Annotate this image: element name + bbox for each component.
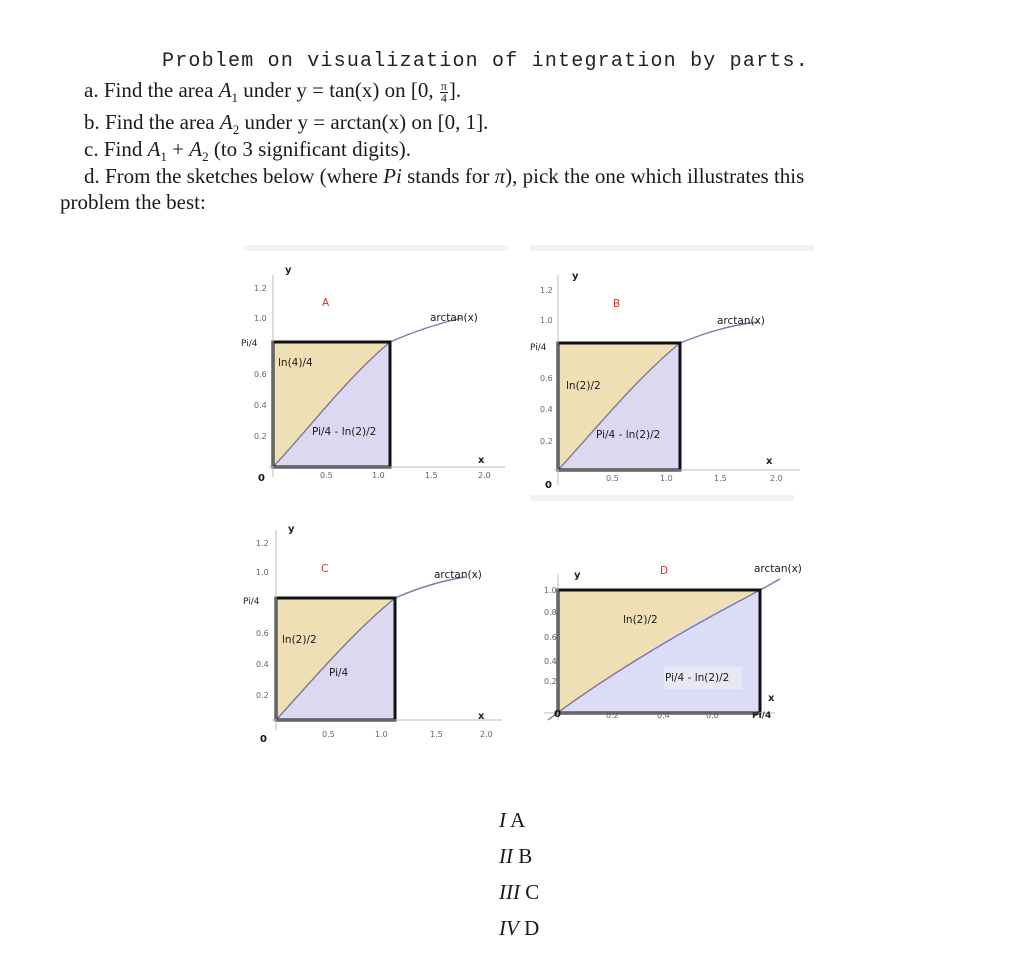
ytick: 1.2	[256, 539, 269, 548]
question-b: b. Find the area $A_2$ under y = arctan(x) on [0, 1].	[84, 110, 489, 138]
x-axis-label: x	[766, 456, 773, 467]
xtick: 0.5	[606, 474, 619, 483]
graph-a	[240, 245, 510, 495]
upper-region-label: ln(2)/2	[623, 614, 658, 626]
graph-b	[530, 245, 820, 510]
question-a: a. Find the area $A_1$ under y = tan(x) on [0, $\frac{\pi}{4}$ ].	[84, 78, 462, 106]
graph-letter: A	[322, 297, 330, 309]
curve-label: arctan(x)	[434, 569, 482, 581]
xtick: 0.4	[657, 711, 670, 720]
ytick: Pi/4	[530, 343, 547, 353]
lower-region-label: Pi/4 - ln(2)/2	[596, 429, 661, 441]
x-axis-label: x	[478, 455, 485, 466]
ytick: 0.6	[256, 629, 269, 638]
xtick: 0.5	[322, 730, 335, 739]
origin: 0	[260, 734, 267, 745]
graph-letter: D	[660, 565, 669, 577]
ytick: 1.0	[544, 586, 557, 595]
answer-choice[interactable]: IV D	[499, 916, 540, 940]
curve-label: arctan(x)	[430, 312, 478, 324]
xtick: 1.0	[660, 474, 673, 483]
answer-choice[interactable]: III C	[499, 880, 540, 904]
ytick: 0.6	[544, 633, 557, 642]
ytick: 1.0	[254, 314, 267, 323]
graph-letter: B	[613, 298, 621, 310]
xtick: 1.5	[425, 471, 438, 480]
ytick: 0.4	[540, 405, 553, 414]
question-d-line2: problem the best:	[60, 190, 206, 214]
answer-choices	[499, 802, 539, 946]
xtick: 1.0	[372, 471, 385, 480]
ytick: 1.0	[540, 316, 553, 325]
origin: 0	[545, 480, 552, 491]
xtick: Pi/4	[752, 711, 772, 721]
graph-letter: C	[321, 563, 329, 575]
graph-c	[240, 515, 510, 745]
lower-region-label: Pi/4 - ln(2)/2	[312, 426, 377, 438]
ytick: 0.6	[254, 370, 267, 379]
y-axis-label: y	[288, 524, 295, 535]
xtick: 1.0	[375, 730, 388, 739]
xtick: 0.5	[320, 471, 333, 480]
ytick: 0.6	[540, 374, 553, 383]
upper-region-label: ln(2)/2	[282, 634, 317, 646]
xtick: 0.2	[606, 711, 619, 720]
xtick: 2.0	[478, 471, 491, 480]
x-axis-label: x	[768, 693, 775, 704]
graph-d	[530, 560, 820, 725]
ytick: 1.0	[256, 568, 269, 577]
curve-label: arctan(x)	[754, 563, 802, 575]
ytick: 0.2	[256, 691, 269, 700]
lower-region-label: Pi/4	[329, 667, 349, 679]
origin: 0	[554, 709, 561, 720]
ytick: 0.2	[544, 677, 557, 686]
answer-choice[interactable]: I A	[499, 808, 526, 832]
xtick: 1.5	[430, 730, 443, 739]
ytick: 1.2	[540, 286, 553, 295]
xtick: 0.6	[706, 711, 719, 720]
lower-region-label: Pi/4 - ln(2)/2	[665, 672, 730, 684]
x-axis-label: x	[478, 711, 485, 722]
ytick: Pi/4	[241, 339, 258, 349]
y-axis-label: y	[574, 570, 581, 581]
upper-region-label: ln(2)/2	[566, 380, 601, 392]
ytick: 0.4	[544, 657, 557, 666]
ytick: 1.2	[254, 284, 267, 293]
question-d: d. From the sketches below (where Pi stands for π), pick the one which illustrates this	[84, 164, 805, 188]
xtick: 1.5	[714, 474, 727, 483]
y-axis-label: y	[572, 271, 579, 282]
ytick: 0.4	[254, 401, 267, 410]
origin: 0	[258, 473, 265, 484]
y-axis-label: y	[285, 265, 292, 276]
problem-title: Problem on visualization of integration by parts.	[162, 50, 809, 73]
upper-region-label: ln(4)/4	[278, 357, 313, 369]
answer-choice[interactable]: II B	[499, 844, 533, 868]
xtick: 2.0	[770, 474, 783, 483]
xtick: 2.0	[480, 730, 493, 739]
curve-label: arctan(x)	[717, 315, 765, 327]
ytick: 0.8	[544, 608, 557, 617]
question-c: c. Find $A_1 + A_2$ (to 3 significant digits).	[84, 137, 411, 165]
ytick: 0.2	[254, 432, 267, 441]
ytick: 0.4	[256, 660, 269, 669]
ytick: 0.2	[540, 437, 553, 446]
ytick: Pi/4	[243, 597, 260, 607]
